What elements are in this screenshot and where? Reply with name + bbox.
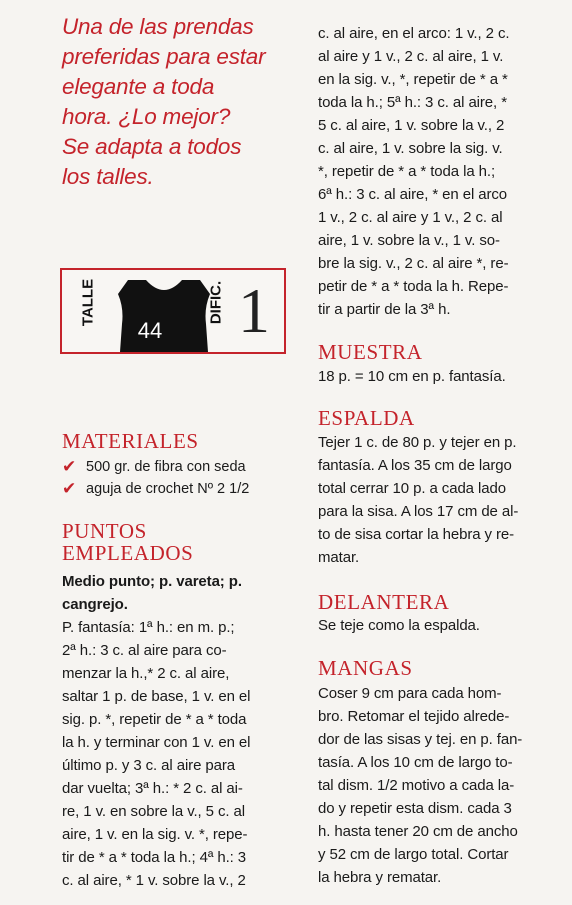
text-line: *, repetir de * a * toda la h.; <box>318 163 496 180</box>
text-line: menzar la h.,* 2 c. al aire, <box>62 665 230 682</box>
text-line: tir de * a * toda la h.; 4ª h.: 3 <box>62 849 247 866</box>
text-line: saltar 1 p. de base, 1 v. en el <box>62 688 251 705</box>
delantera-text: Se teje como la espalda. <box>318 617 480 634</box>
text-line: toda la h.; 5ª h.: 3 c. al aire, * <box>318 94 507 111</box>
text-line: aire, 1 v. sobre la v., 1 v. so- <box>318 232 500 249</box>
material-item: aguja de crochet Nº 2 1/2 <box>86 481 250 497</box>
intro-line: hora. ¿Lo mejor? <box>62 104 231 129</box>
list-item <box>62 456 249 478</box>
talle-label: TALLE <box>79 278 97 327</box>
text-line: aire, 1 v. en la sig. v. *, repe- <box>62 826 248 843</box>
puntos-title-line: EMPLEADOS <box>62 541 194 565</box>
text-line: c. al aire, * 1 v. sobre la v., 2 <box>62 872 246 889</box>
text-line: bro. Retomar el tejido alrede- <box>318 708 510 725</box>
text-line: al aire y 1 v., 2 c. al aire, 1 v. <box>318 48 504 65</box>
text-line: último p. y 3 c. al aire para <box>62 757 236 774</box>
text-line: matar. <box>318 549 360 566</box>
text-line: tir a partir de la 3ª h. <box>318 301 451 318</box>
text-line: Coser 9 cm para cada hom- <box>318 685 502 702</box>
text-line: para la sisa. A los 17 cm de al- <box>318 503 519 520</box>
delantera-title: DELANTERA <box>318 590 450 614</box>
intro-text <box>62 12 302 192</box>
espalda-title: ESPALDA <box>318 406 415 430</box>
dific-value: 1 <box>238 275 270 346</box>
list-item <box>62 478 249 500</box>
intro-line: los talles. <box>62 164 154 189</box>
text-line: tal dism. 1/2 motivo a cada la- <box>318 777 515 794</box>
puntos-body <box>62 570 290 892</box>
puntos-title <box>62 520 193 564</box>
checkmark-icon: ✔ <box>62 457 77 476</box>
mangas-title: MANGAS <box>318 656 413 680</box>
text-line: to de sisa cortar la hebra y re- <box>318 526 515 543</box>
text-line: dor de las sisas y tej. en p. fan- <box>318 731 523 748</box>
text-line: sig. p. *, repetir de * a * toda <box>62 711 247 728</box>
text-line: re, 1 v. en sobre la v., 5 c. al <box>62 803 245 820</box>
intro-line: Se adapta a todos <box>62 134 242 159</box>
muestra-title: MUESTRA <box>318 340 423 364</box>
text-line: dar vuelta; 3ª h.: * 2 c. al ai- <box>62 780 243 797</box>
puntos-title-line: PUNTOS <box>62 519 147 543</box>
intro-line: Una de las prendas <box>62 14 254 39</box>
intro-line: elegante a toda <box>62 74 215 99</box>
talle-value: 44 <box>137 318 163 343</box>
pattern-continuation <box>318 22 550 321</box>
text-line: c. al aire, 1 v. sobre la sig. v. <box>318 140 503 157</box>
dific-label: DIFIC. <box>207 280 225 325</box>
text-line: la hebra y rematar. <box>318 869 442 886</box>
text-line: y 52 cm de largo total. Cortar <box>318 846 509 863</box>
text-line: la h. y terminar con 1 v. en el <box>62 734 251 751</box>
text-line: c. al aire, en el arco: 1 v., 2 c. <box>318 25 510 42</box>
text-line: total cerrar 10 p. a cada lado <box>318 480 506 497</box>
checkmark-icon: ✔ <box>62 479 77 498</box>
size-difficulty-box <box>60 268 286 354</box>
espalda-body <box>318 431 546 569</box>
text-line: 2ª h.: 3 c. al aire para co- <box>62 642 227 659</box>
mangas-body <box>318 682 546 889</box>
materiales-list <box>62 456 249 500</box>
text-line: Tejer 1 c. de 80 p. y tejer en p. <box>318 434 517 451</box>
text-line: Medio punto; p. vareta; p. <box>62 573 242 590</box>
text-line: tasía. A los 10 cm de largo to- <box>318 754 513 771</box>
text-line: en la sig. v., *, repetir de * a * <box>318 71 508 88</box>
text-line: 1 v., 2 c. al aire y 1 v., 2 c. al <box>318 209 503 226</box>
material-item: 500 gr. de fibra con seda <box>86 459 246 475</box>
materiales-title: MATERIALES <box>62 429 199 453</box>
text-line: P. fantasía: 1ª h.: en m. p.; <box>62 619 235 636</box>
muestra-text: 18 p. = 10 cm en p. fantasía. <box>318 368 506 385</box>
text-line: do y repetir esta dism. cada 3 <box>318 800 512 817</box>
text-line: 6ª h.: 3 c. al aire, * en el arco <box>318 186 508 203</box>
text-line: h. hasta tener 20 cm de ancho <box>318 823 518 840</box>
text-line: fantasía. A los 35 cm de largo <box>318 457 512 474</box>
text-line: bre la sig. v., 2 c. al aire *, re- <box>318 255 509 272</box>
intro-line: preferidas para estar <box>62 44 266 69</box>
text-line: 5 c. al aire, 1 v. sobre la v., 2 <box>318 117 505 134</box>
text-line: petir de * a * toda la h. Repe- <box>318 278 509 295</box>
text-line: cangrejo. <box>62 596 128 613</box>
